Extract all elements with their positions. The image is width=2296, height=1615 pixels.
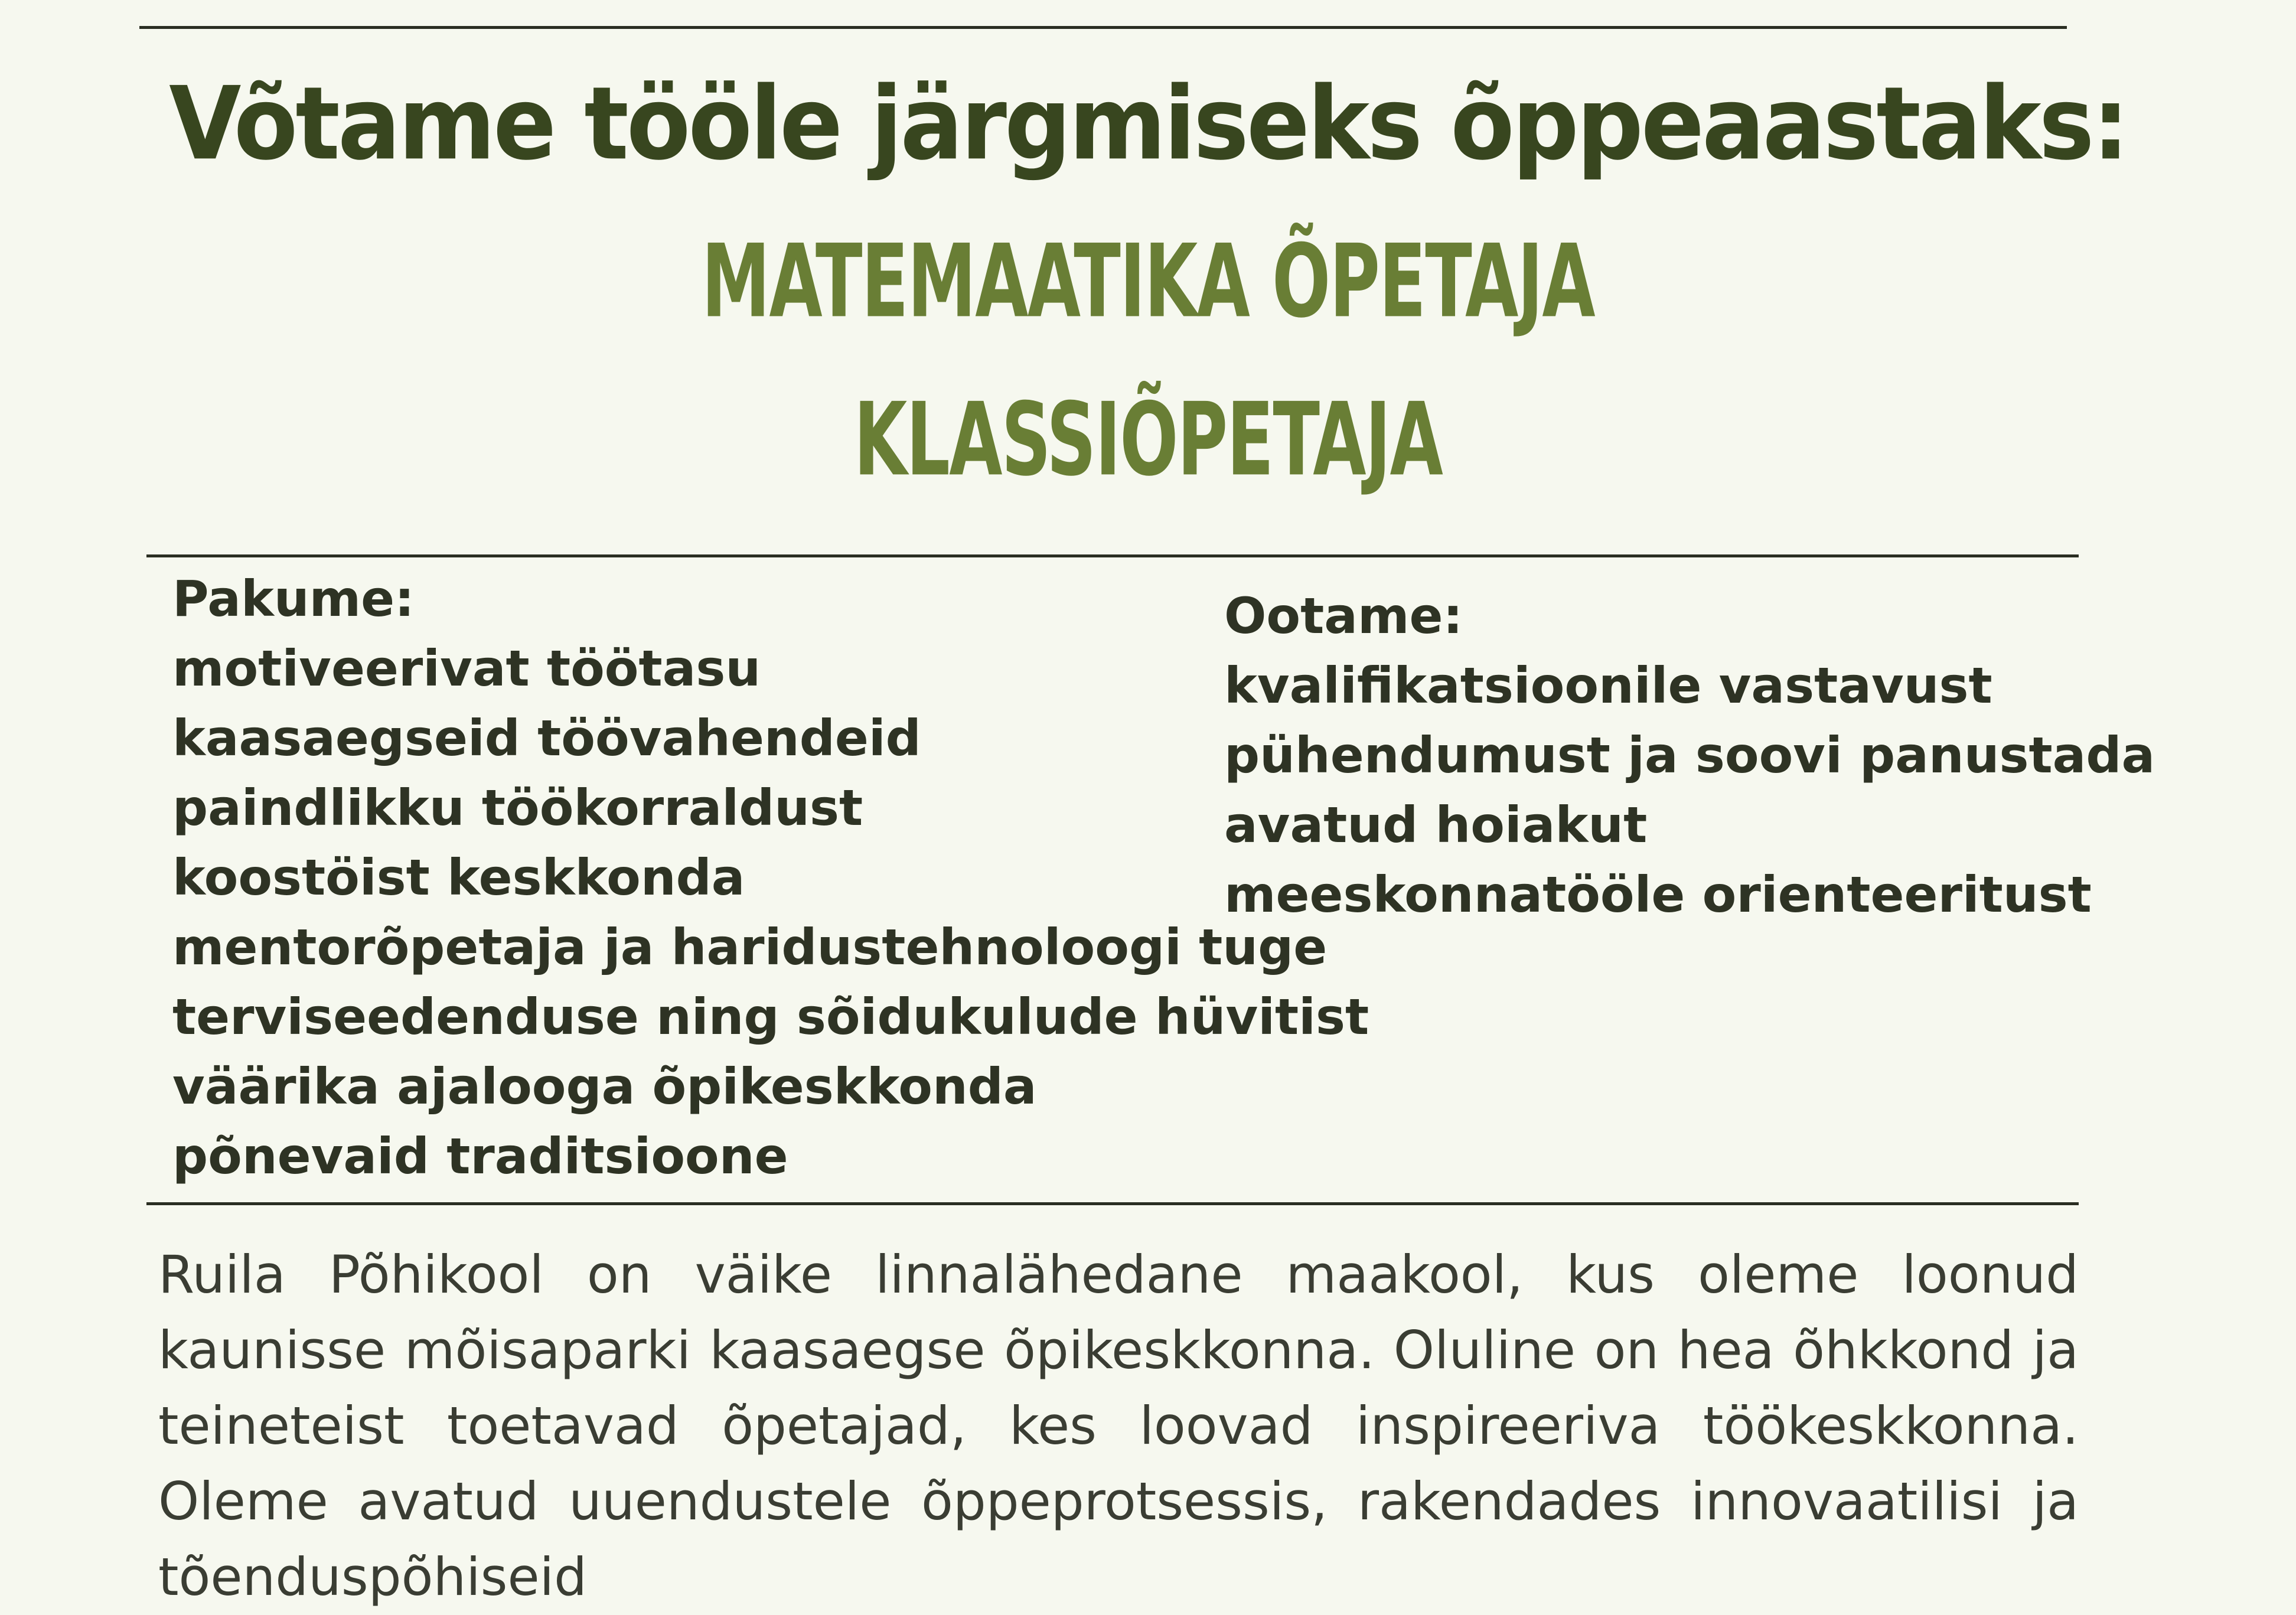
list-item: terviseedenduse ning sõidukulude hüvitist xyxy=(172,988,1369,1046)
intro-paragraph: Ruila Põhikool on väike linnalähedane maakool, kus oleme loonud kaunisse mõisaparki kaasaegse õpikeskkonna. Oluline on hea õhkkond ja teineteist toetavad õpetajad, kes loovad inspireeriva töökeskkonna. Oleme avatud uuendustele õppeprotsessis, rakendades innovaatilisi ja tõenduspõhiseid xyxy=(158,1244,2079,1607)
list-item: väärika ajalooga õpikeskkonda xyxy=(172,1058,1037,1115)
divider-top xyxy=(139,26,2067,29)
expect-section xyxy=(1224,581,2155,929)
expect-title: Ootame: xyxy=(1224,587,1463,645)
position-title-class-teacher: KLASSIÕPETAJA xyxy=(853,381,1443,499)
list-item: paindlikku töökorraldust xyxy=(172,779,863,837)
list-item: kaasaegseid töövahendeid xyxy=(172,709,921,767)
divider-middle xyxy=(146,554,2079,557)
list-item: koostöist keskkonda xyxy=(172,849,745,906)
list-item: kvalifikatsioonile vastavust xyxy=(1224,657,1992,714)
offer-section xyxy=(172,564,1369,1191)
divider-bottom xyxy=(146,1202,2079,1205)
list-item: motiveerivat töötasu xyxy=(172,640,761,697)
list-item: mentorõpetaja ja haridustehnoloogi tuge xyxy=(172,918,1328,976)
expect-list xyxy=(1224,651,2155,929)
list-item: pühendumust ja soovi panustada xyxy=(1224,726,2155,784)
offer-list xyxy=(172,634,1369,1191)
list-item: põnevaid traditsioone xyxy=(172,1127,788,1185)
offer-title: Pakume: xyxy=(172,570,415,628)
position-title-math-teacher: MATEMAATIKA ÕPETAJA xyxy=(702,223,1594,341)
page-title: Võtame tööle järgmiseks õppeaastaks: xyxy=(169,65,2127,183)
list-item: meeskonnatööle orienteeritust xyxy=(1224,866,2092,924)
list-item: avatud hoiakut xyxy=(1224,796,1648,854)
